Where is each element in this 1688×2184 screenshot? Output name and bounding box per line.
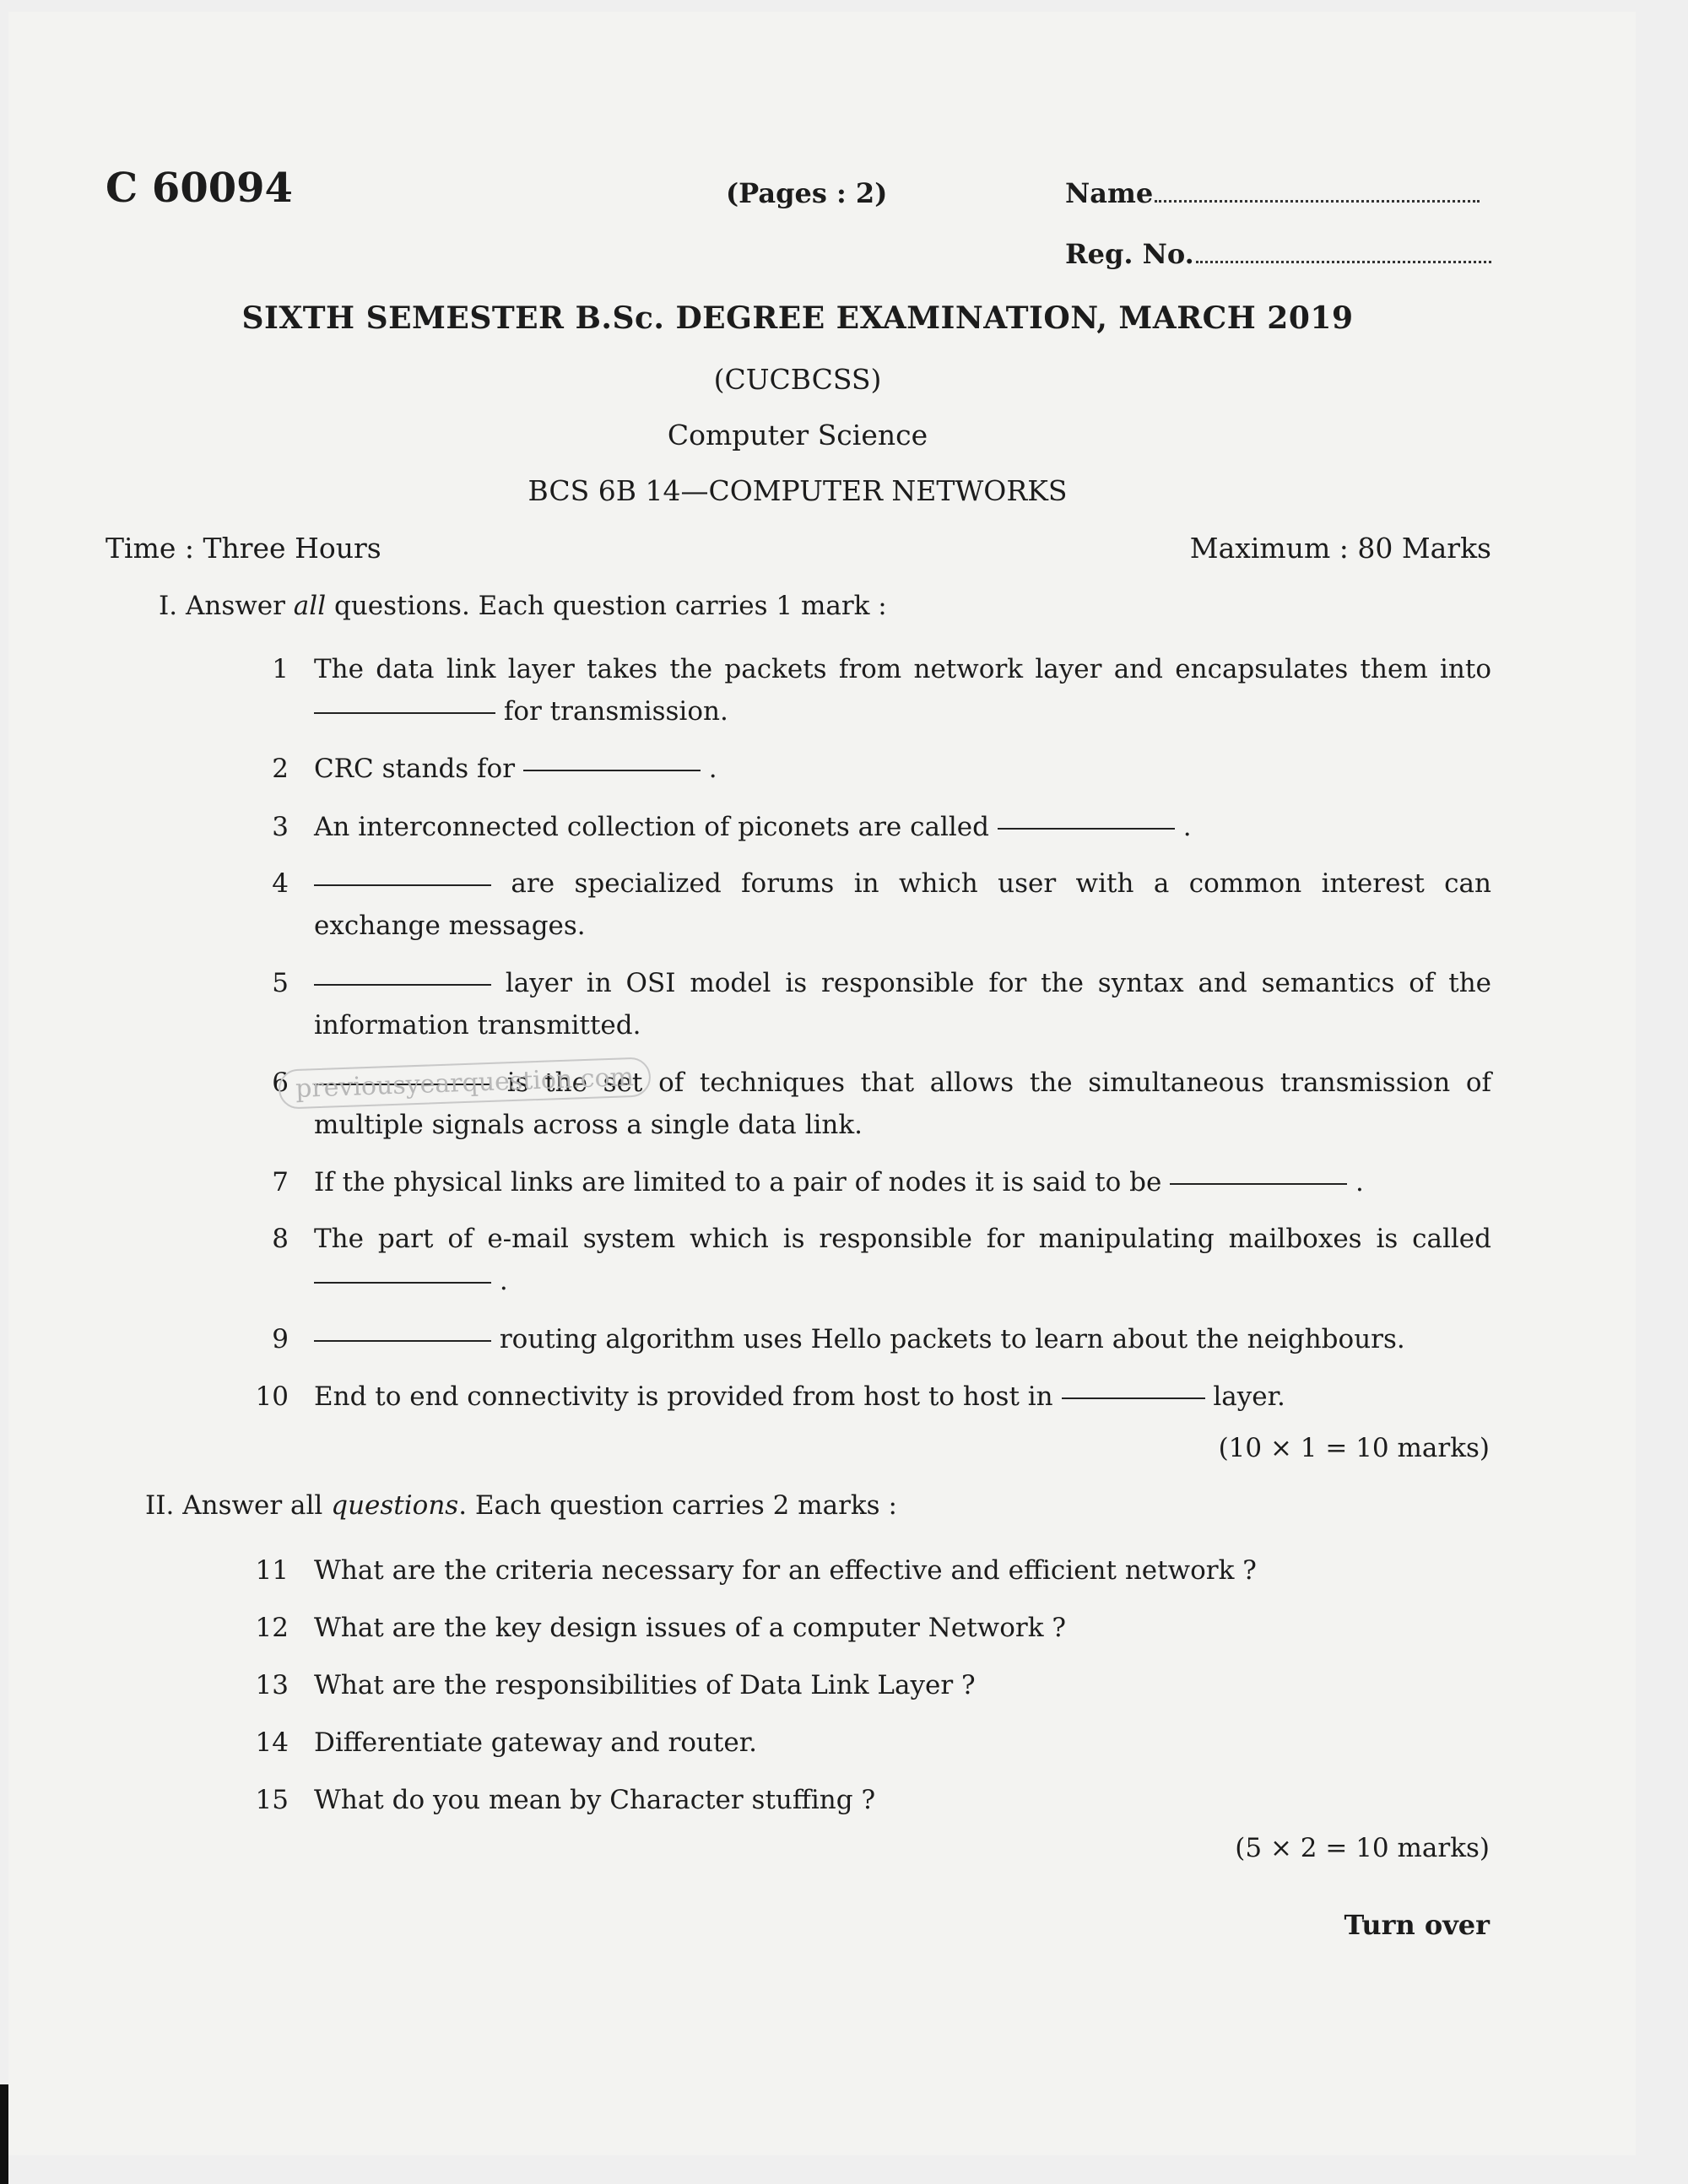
answer-blank: [1062, 1397, 1205, 1399]
answer-blank: [314, 884, 491, 886]
question-text: [314, 962, 1491, 1046]
name-dotted-line: [1155, 199, 1480, 203]
turn-over-note: Turn over: [1344, 1909, 1490, 1941]
question-text: [314, 1376, 1491, 1418]
question-text-before-blank: An interconnected collection of piconets are called: [314, 812, 989, 842]
exam-scheme: (CUCBCSS): [713, 363, 882, 396]
question-number: 1: [272, 654, 289, 684]
maximum-marks: Maximum : 80 Marks: [1189, 532, 1491, 565]
answer-blank: [314, 1282, 491, 1284]
section-2-marks: (5 × 2 = 10 marks): [1235, 1833, 1490, 1863]
page-count: (Pages : 2): [726, 177, 888, 209]
question-number: 9: [272, 1324, 289, 1354]
question-text: [314, 1218, 1491, 1302]
section-2-heading: [145, 1490, 897, 1521]
question-text-after-blank: .: [708, 754, 717, 784]
question-text: [314, 1318, 1491, 1360]
scan-edge-mark: [0, 2084, 8, 2184]
question-text: [314, 862, 1491, 947]
answer-blank: [523, 770, 701, 771]
answer-blank: [314, 712, 495, 714]
question-text-after-blank: layer.: [1213, 1381, 1285, 1412]
question-number: 7: [272, 1167, 289, 1197]
section-2-number: II.: [145, 1490, 175, 1521]
question-text: What are the criteria necessary for an effective and efficient network ?: [314, 1555, 1257, 1586]
question-number: 13: [255, 1670, 289, 1700]
watermark-stamp: previousyearquestion.com: [278, 1057, 651, 1109]
question-text: What are the key design issues of a computer Network ?: [314, 1613, 1066, 1643]
answer-blank: [314, 1340, 491, 1342]
question-number: 2: [272, 754, 289, 784]
section-1-marks: (10 × 1 = 10 marks): [1218, 1433, 1490, 1463]
paper-title: BCS 6B 14—COMPUTER NETWORKS: [528, 474, 1068, 507]
question-text-before-blank: End to end connectivity is provided from host to host in: [314, 1381, 1053, 1412]
question-text-before-blank: The data link layer takes the packets from network layer and encapsulates them into: [314, 654, 1491, 684]
question-text: What do you mean by Character stuffing ?: [314, 1785, 876, 1815]
section-1-instruction-pre: Answer: [185, 591, 285, 621]
question-text: Differentiate gateway and router.: [314, 1727, 757, 1758]
question-number: 11: [255, 1555, 289, 1586]
reg-no-field: [1065, 238, 1491, 270]
answer-blank: [998, 828, 1175, 830]
question-text-after-blank: routing algorithm uses Hello packets to learn about the neighbours.: [499, 1324, 1405, 1354]
question-number: 12: [255, 1613, 289, 1643]
question-number: 5: [272, 968, 289, 998]
question-text: [314, 1161, 1491, 1203]
question-text-after-blank: for transmission.: [503, 696, 728, 727]
question-number: 14: [255, 1727, 289, 1758]
section-2-instruction-pre: Answer all: [182, 1490, 323, 1521]
question-text-before-blank: If the physical links are limited to a pair of nodes it is said to be: [314, 1167, 1162, 1197]
question-number: 4: [272, 868, 289, 899]
question-number: 15: [255, 1785, 289, 1815]
section-2-instruction-em: questions: [331, 1490, 459, 1521]
question-text-after-blank: layer in OSI model is responsible for the syntax and semantics of the information transmitted.: [314, 968, 1492, 1041]
reg-no-label: Reg. No.: [1065, 238, 1194, 270]
exam-duration: Time : Three Hours: [106, 532, 381, 565]
question-number: 10: [255, 1381, 289, 1412]
answer-blank: [1170, 1183, 1347, 1185]
question-text-after-blank: are specialized forums in which user with a common interest can exchange messages.: [314, 868, 1491, 941]
question-text-after-blank: .: [499, 1266, 508, 1296]
section-2-instruction-post: . Each question carries 2 marks :: [458, 1490, 897, 1521]
question-text: [314, 648, 1491, 733]
question-number: 8: [272, 1224, 289, 1254]
section-1-number: I.: [159, 591, 178, 621]
question-text-after-blank: is the set of techniques that allows the simultaneous transmission of multiple signals across a single data link.: [314, 1068, 1492, 1140]
name-field: [1065, 177, 1480, 209]
question-number: 3: [272, 812, 289, 842]
paper-code: C 60094: [106, 165, 293, 212]
question-text: [314, 748, 1491, 790]
section-1-instruction-em: all: [293, 591, 327, 621]
section-1-instruction-post: questions. Each question carries 1 mark :: [333, 591, 887, 621]
reg-no-dotted-line: [1196, 260, 1491, 263]
section-1-heading: [159, 591, 887, 621]
question-text-before-blank: The part of e-mail system which is responsible for manipulating mailboxes is called: [314, 1224, 1491, 1254]
question-text: What are the responsibilities of Data Link Layer ?: [314, 1670, 976, 1700]
question-text-after-blank: .: [1182, 812, 1192, 842]
answer-blank: [314, 984, 491, 986]
exam-subject: Computer Science: [667, 419, 928, 451]
question-text-after-blank: .: [1355, 1167, 1364, 1197]
exam-title: SIXTH SEMESTER B.Sc. DEGREE EXAMINATION, MARCH 2019: [241, 300, 1354, 336]
question-text-before-blank: CRC stands for: [314, 754, 516, 784]
question-text: [314, 806, 1491, 848]
question-number: 6: [272, 1068, 289, 1098]
name-label: Name: [1065, 177, 1154, 209]
